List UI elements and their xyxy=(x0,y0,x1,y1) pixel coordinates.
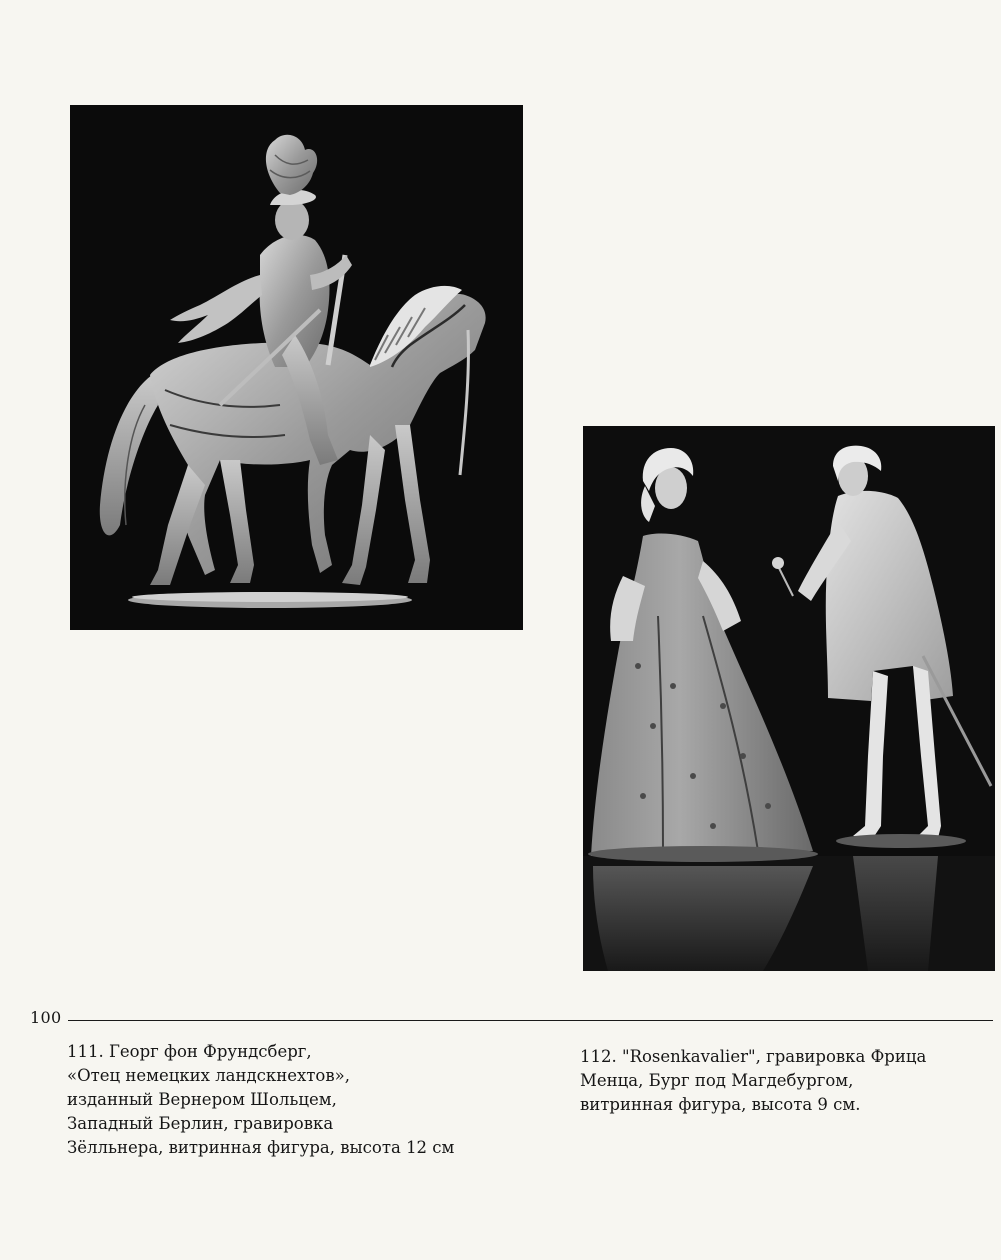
rosenkavalier-figurines-image xyxy=(583,426,995,971)
caption-line: Зёлльнера, витринная фигура, высота 12 см xyxy=(67,1138,455,1157)
caption-line: «Отец немецких ландскнехтов», xyxy=(67,1066,350,1085)
caption-line: витринная фигура, высота 9 см. xyxy=(580,1095,861,1114)
figure-111-caption xyxy=(67,1040,487,1160)
caption-line: Западный Берлин, гравировка xyxy=(67,1114,334,1133)
figure-112-caption xyxy=(580,1045,980,1117)
caption-line: 112. "Rosenkavalier", гравировка Фрица xyxy=(580,1047,927,1066)
page-footer-rule-row xyxy=(30,1008,993,1032)
figure-111-photo xyxy=(70,105,523,630)
figure-112-photo xyxy=(583,426,995,971)
caption-line: 111. Георг фон Фрундсберг, xyxy=(67,1042,312,1061)
caption-line: Менца, Бург под Магдебургом, xyxy=(580,1071,854,1090)
caption-line: изданный Вернером Шольцем, xyxy=(67,1090,337,1109)
mounted-knight-figurine-image xyxy=(70,105,523,630)
page-number: 100 xyxy=(30,1008,62,1027)
horizontal-rule xyxy=(68,1020,993,1021)
